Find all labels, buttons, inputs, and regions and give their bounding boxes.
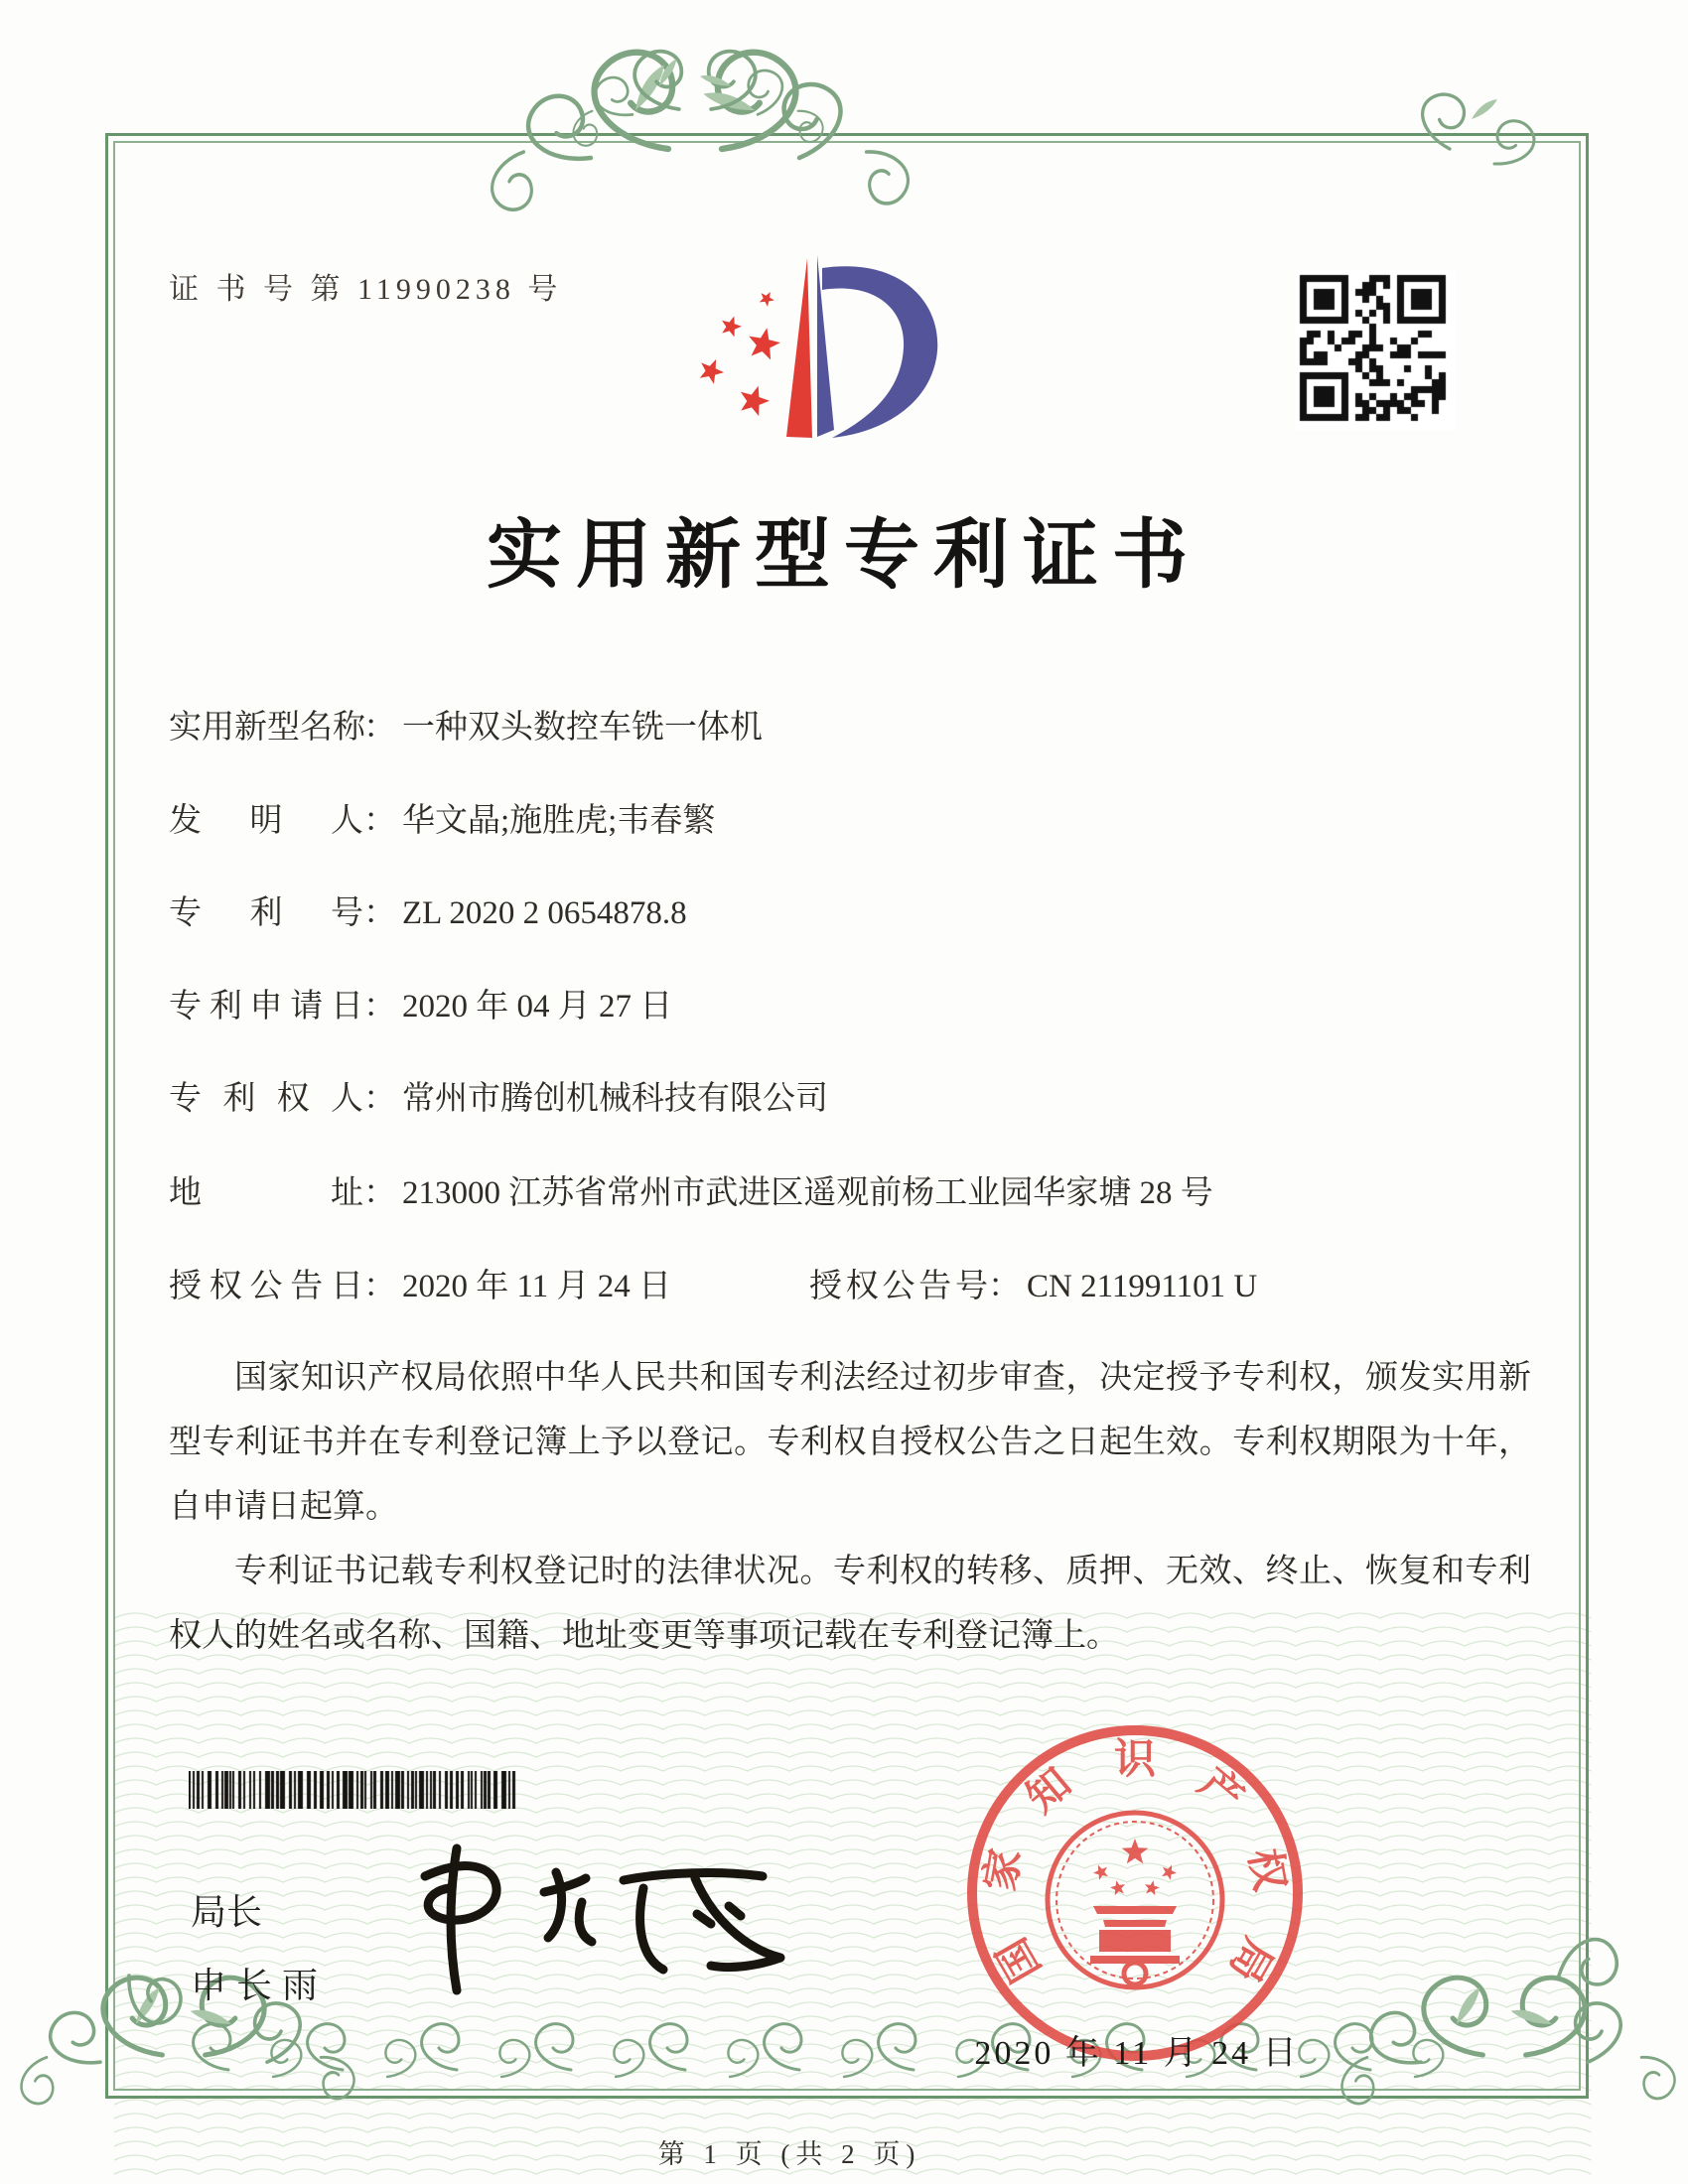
field-colon: ：: [363, 1269, 396, 1304]
legal-paragraph-2: 专利证书记载专利权登记时的法律状况。专利权的转移、质押、无效、终止、恢复和专利权人的姓名或名称、国籍、地址变更等事项记载在专利登记簿上。: [169, 1554, 1531, 1654]
svg-text:权: 权: [1239, 1845, 1293, 1895]
field-colon: ：: [363, 803, 396, 839]
director-title: 局长: [191, 1891, 263, 1932]
field-value: 常州市腾创机械科技有限公司: [402, 1081, 828, 1117]
field-label: 地址: [169, 1175, 363, 1211]
field-label: 授权公告日: [169, 1269, 363, 1304]
cnipa-logo-icon: [655, 228, 973, 457]
svg-text:国: 国: [989, 1930, 1051, 1989]
field-row-inventors: [169, 794, 715, 841]
page-title: 实用新型专利证书: [487, 514, 1201, 598]
barcode: [189, 1771, 518, 1809]
cnipa-red-seal: [951, 1709, 1319, 2077]
svg-text:产: 产: [1190, 1760, 1252, 1823]
logo-p-bowl: [822, 266, 937, 438]
field-row-filing-date: [169, 980, 672, 1026]
logo-red-wedge: [786, 258, 812, 438]
field-label: 专利申请日: [169, 989, 363, 1024]
field-colon: ：: [363, 1081, 396, 1117]
field-colon: ：: [363, 1175, 396, 1211]
field-value: 2020 年 04 月 27 日: [402, 989, 673, 1024]
certificate-number: 证 书 号 第 11990238 号: [169, 273, 563, 306]
qr-code: [1295, 270, 1456, 431]
field-value: 213000 江苏省常州市武进区遥观前杨工业园华家塘 28 号: [402, 1175, 1213, 1211]
field-label: 授权公告号: [809, 1269, 988, 1304]
field-row-patentee: [169, 1072, 828, 1119]
svg-text:家: 家: [977, 1845, 1031, 1895]
director-signature: [377, 1827, 814, 2015]
svg-text:知: 知: [1018, 1760, 1080, 1823]
legal-text: [169, 1346, 1531, 1669]
field-colon: ：: [988, 1269, 1021, 1304]
svg-text:局: 局: [1219, 1930, 1281, 1989]
national-emblem: [1048, 1813, 1222, 1987]
field-label: 发明人: [169, 803, 363, 839]
field-value: 华文晶;施胜虎;韦春繁: [402, 803, 716, 839]
field-row-name: [169, 701, 763, 748]
page-number: 第 1 页 (共 2 页): [657, 2139, 921, 2169]
director-name: 申长雨: [191, 1965, 329, 2005]
field-colon: ：: [363, 989, 396, 1024]
legal-paragraph-1: 国家知识产权局依照中华人民共和国专利法经过初步审查，决定授予专利权，颁发实用新型专利证书并在专利登记簿上予以登记。专利权自授权公告之日起生效。专利权期限为十年，自申请日起算。: [169, 1360, 1531, 1525]
field-value: CN 211991101 U: [1027, 1269, 1258, 1304]
field-colon: ：: [363, 895, 396, 931]
field-value: 2020 年 11 月 24 日: [402, 1269, 672, 1304]
field-colon: ：: [363, 710, 396, 746]
field-label: 实用新型名称: [169, 710, 365, 746]
field-row-grant: [169, 1260, 1258, 1306]
field-row-patent-no: [169, 887, 687, 933]
field-label: 专利权人: [169, 1081, 363, 1117]
field-row-address: [169, 1166, 1213, 1213]
seal-date: 2020 年 11 月 24 日: [974, 2035, 1300, 2072]
field-grant-no: [809, 1260, 1257, 1306]
svg-text:识: 识: [1113, 1737, 1157, 1783]
field-value: ZL 2020 2 0654878.8: [402, 895, 687, 931]
field-value: 一种双头数控车铣一体机: [402, 710, 763, 746]
field-label: 专利号: [169, 895, 363, 931]
logo-stars: [700, 292, 780, 416]
